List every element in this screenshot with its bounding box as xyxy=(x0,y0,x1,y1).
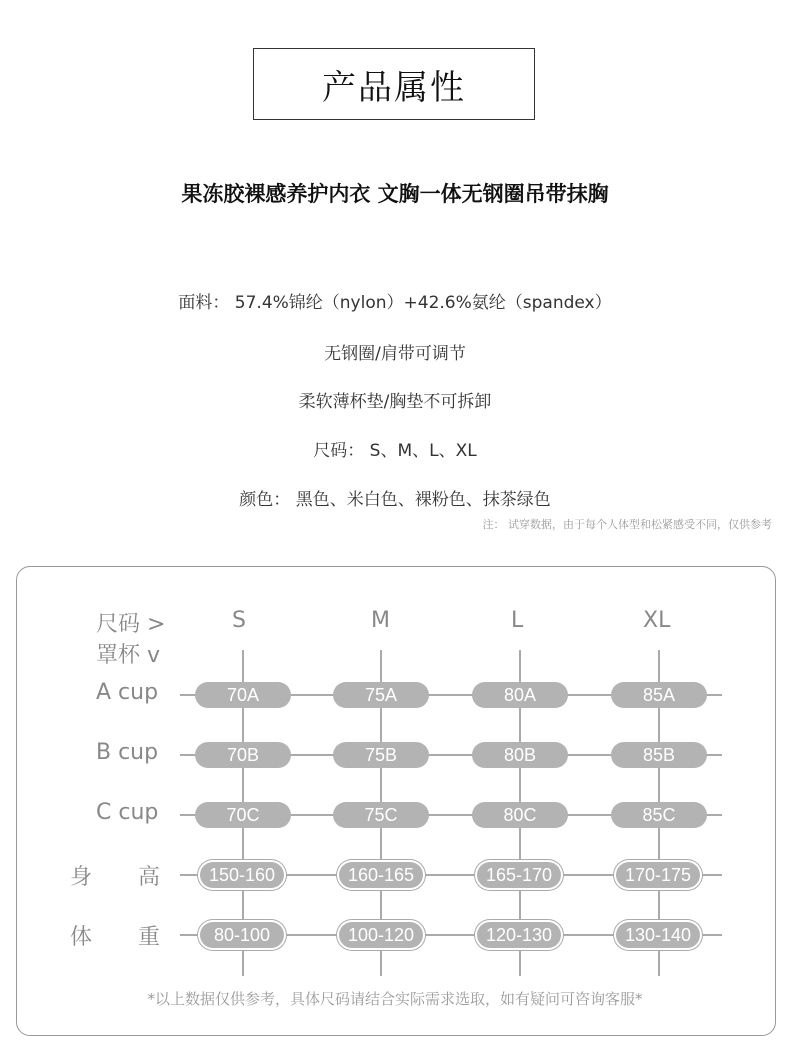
fit-note: 注： 试穿数据，由于每个人体型和松紧感受不同，仅供参考 xyxy=(482,518,772,531)
size-header-s: S xyxy=(232,608,246,633)
cell-c-s: 70C xyxy=(195,802,291,828)
cell-height-m: 160-165 xyxy=(339,862,423,888)
cell-b-m: 75B xyxy=(333,742,429,768)
cell-height-s: 150-160 xyxy=(200,862,284,888)
row-label-height-a: 身 xyxy=(70,865,93,890)
cell-height-xl: 170-175 xyxy=(616,862,700,888)
size-header-xl: XL xyxy=(643,608,671,633)
size-header-l: L xyxy=(511,608,524,633)
cell-height-l: 165-170 xyxy=(477,862,561,888)
cell-b-s: 70B xyxy=(195,742,291,768)
row-label-c-cup: C cup xyxy=(96,800,159,825)
cell-weight-xl: 130-140 xyxy=(616,922,700,948)
corner-size-label: 尺码 > xyxy=(96,612,166,637)
row-label-b-cup: B cup xyxy=(96,740,159,765)
cell-c-xl: 85C xyxy=(611,802,707,828)
size-chart-footnote: *以上数据仅供参考，具体尺码请结合实际需求选取，如有疑问可咨询客服* xyxy=(147,990,643,1008)
cell-c-m: 75C xyxy=(333,802,429,828)
cell-a-m: 75A xyxy=(333,682,429,708)
row-label-height-b: 高 xyxy=(138,865,161,890)
attr-underwire: 无钢圈/肩带可调节 xyxy=(324,344,466,364)
size-header-m: M xyxy=(371,608,390,633)
attr-size: 尺码： S、M、L、XL xyxy=(313,441,477,461)
corner-cup-label: 罩杯 v xyxy=(96,643,161,668)
cell-a-l: 80A xyxy=(472,682,568,708)
product-name: 果冻胶裸感养护内衣 文胸一体无钢圈吊带抹胸 xyxy=(181,182,609,206)
row-label-weight-a: 体 xyxy=(70,925,93,950)
cell-weight-m: 100-120 xyxy=(339,922,423,948)
section-title: 产品属性 xyxy=(253,48,535,120)
cell-b-xl: 85B xyxy=(611,742,707,768)
cell-c-l: 80C xyxy=(472,802,568,828)
attr-pad: 柔软薄杯垫/胸垫不可拆卸 xyxy=(298,392,492,412)
cell-b-l: 80B xyxy=(472,742,568,768)
attr-fabric: 面料： 57.4%锦纶（nylon）+42.6%氨纶（spandex） xyxy=(178,293,612,313)
row-label-a-cup: A cup xyxy=(96,680,159,705)
cell-weight-s: 80-100 xyxy=(200,922,284,948)
cell-a-xl: 85A xyxy=(611,682,707,708)
row-label-weight-b: 重 xyxy=(138,925,161,950)
attr-color: 颜色： 黑色、米白色、裸粉色、抹茶绿色 xyxy=(239,490,551,510)
cell-weight-l: 120-130 xyxy=(477,922,561,948)
cell-a-s: 70A xyxy=(195,682,291,708)
